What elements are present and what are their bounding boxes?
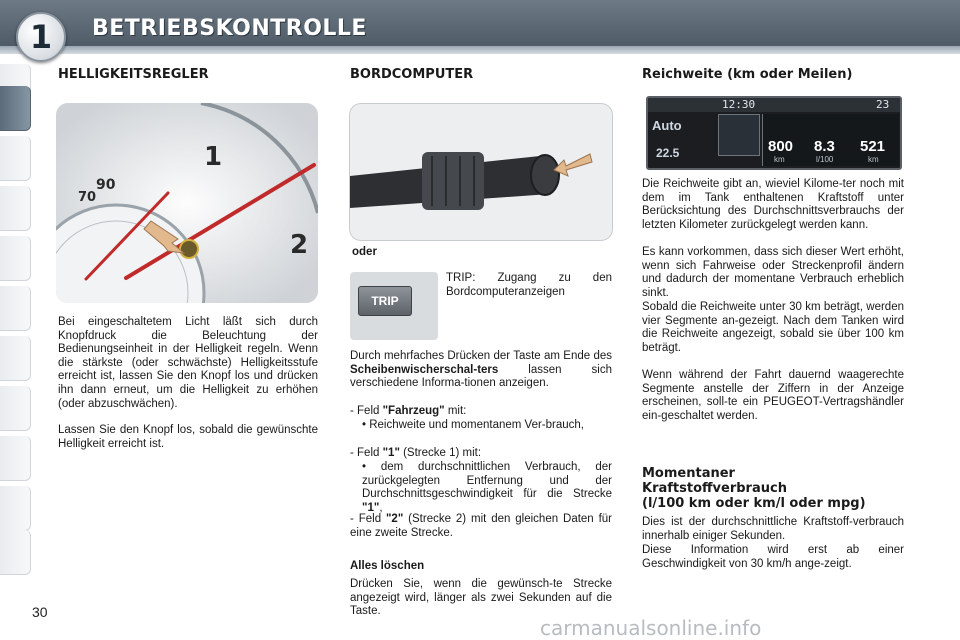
watermark: carmanualsonline.info (540, 616, 762, 640)
text-run-bold: Scheibenwischerschal-ters (350, 363, 499, 376)
trip-button[interactable]: TRIP (358, 286, 412, 316)
brightness-knob (180, 240, 198, 258)
heading-line: Kraftstoffverbrauch (642, 481, 787, 496)
text-run: (Strecke 1) mit: (399, 447, 482, 459)
gauge-illustration (56, 103, 318, 303)
display-range-unit: km (774, 155, 785, 164)
section-heading-momentaner-verbrauch (642, 466, 904, 511)
oder-label: oder (352, 246, 377, 258)
paragraph: Dies ist der durchschnittliche Kraftstoff-verbrauch innerhalb einiger Sekunden. (642, 516, 904, 542)
chapter-tab[interactable] (0, 386, 31, 431)
text-run-bold: "2" (385, 513, 404, 525)
gauge-label-2: 2 (290, 230, 309, 260)
trip-button-panel (350, 272, 438, 340)
header-stripe (0, 46, 960, 54)
chapter-tab[interactable] (0, 530, 31, 575)
display-outside-temp: 23 (876, 98, 890, 111)
section-heading-helligkeitsregler: HELLIGKEITSREGLER (58, 67, 209, 82)
display-inside-temp: 22.5 (656, 146, 680, 160)
display-consumption-value: 8.3 (814, 138, 835, 155)
text-run: - Feld (350, 405, 383, 417)
chapter-tab[interactable] (0, 136, 31, 181)
gauge-label-90: 90 (96, 177, 116, 193)
subheading-alles-loeschen: Alles löschen (350, 560, 425, 572)
dashboard-gauge-image (56, 103, 318, 303)
chapter-title: BETRIEBSKONTROLLE (92, 16, 367, 41)
section-heading-reichweite: Reichweite (km oder Meilen) (642, 67, 853, 82)
display-top-bar (648, 98, 900, 112)
sub-list-item: • Reichweite und momentanem Ver-brauch, (362, 419, 584, 431)
display-distance-unit: km (868, 155, 879, 164)
page-number: 30 (32, 604, 48, 620)
wiper-stalk-illustration (350, 104, 612, 240)
text-run: lassen sich verschiedene Informa-tionen anzeigen. (350, 363, 612, 390)
gauge-label-70: 70 (78, 190, 97, 205)
heading-line: (l/100 km oder km/l oder mpg) (642, 496, 866, 511)
text-run: - Feld (350, 447, 383, 459)
text-run: - Feld (350, 513, 386, 525)
chapter-tab[interactable] (0, 486, 31, 531)
text-run: (Strecke 2) mit den gleichen Daten für eine zweite Strecke. (350, 513, 613, 539)
paragraph: Die Reichweite gibt an, wieviel Kilome-ter noch mit dem im Tank enthaltenen Kraftstoff unter Berücksichtung des Durchschnittsverbrauchs der letzten Kilometer zurückgelegt werden kann. (642, 178, 904, 231)
sub-list-item (362, 461, 612, 515)
chapter-tab[interactable] (0, 236, 31, 281)
paragraph: Diese Information wird erst ab einer Geschwindigkeit von 30 km/h ange-zeigt. (642, 544, 904, 570)
paragraph: Bei eingeschaltetem Licht läßt sich durch Knopfdruck die Beleuchtung der Bedienungseinheit in der Helligkeit regeln. Wenn die stärkste (oder schwächste) Helligkeitsstufe erreicht ist, lassen Sie den Knopf los und drücken ihn dann erneut, um die Helligkeit zu erhöhen (oder abzuschwächen). (58, 316, 318, 410)
paragraph (350, 350, 612, 391)
trip-description: TRIP: Zugang zu den Bordcomputeranzeigen (446, 272, 612, 298)
text-run: mit: (444, 405, 467, 417)
text-run: , (379, 501, 383, 514)
text-run-bold: "1" (362, 501, 380, 514)
chapter-tabs (0, 64, 34, 574)
text-run: • dem durchschnittlichen Verbrauch, der zurückgelegten Entfernung und der Durchschnittsgeschwindigkeit für die Strecke (362, 461, 612, 501)
paragraph: Wenn während der Fahrt dauernd waagerechte Segmente anstelle der Ziffern in der Anzeige erscheinen, soll-te ein PEUGEOT-Vertragshändler ein-geschaltet werden. (642, 369, 904, 422)
text-run: Durch mehrfaches Drücken der Taste am Ende des (350, 350, 612, 362)
chapter-tab-active[interactable] (0, 86, 31, 131)
list-item (350, 447, 612, 461)
display-time: 12:30 (722, 98, 756, 111)
display-range-value: 800 (768, 138, 794, 155)
wiper-stalk-image (349, 103, 613, 241)
heading-line: Momentaner (642, 466, 735, 481)
chapter-number-badge: 1 (16, 12, 66, 62)
car-icon (718, 114, 760, 156)
chapter-tab[interactable] (0, 436, 31, 481)
list-item (350, 513, 612, 540)
chapter-tab[interactable] (0, 186, 31, 231)
paragraph: Lassen Sie den Knopf los, sobald die gewünschte Helligkeit erreicht ist. (58, 424, 318, 450)
gauge-label-1: 1 (204, 142, 223, 172)
chapter-tab[interactable] (0, 336, 31, 381)
text-run-bold: "1" (382, 447, 400, 459)
paragraph: Es kann vorkommen, dass sich dieser Wert erhöht, wenn sich Fahrweise oder Streckenprofil ändern und dadurch der momentane Verbrauch erheblich sinkt. (642, 246, 904, 299)
paragraph: Sobald die Reichweite unter 30 km beträgt, werden vier Segmente an-gezeigt. Nach dem Tanken wird die Reichweite angezeigt, sobald sie über 100 km beträgt. (642, 301, 904, 354)
chapter-tab[interactable] (0, 286, 31, 331)
list-item (350, 405, 612, 419)
display-consumption-unit: l/100 (816, 155, 834, 164)
display-distance-value: 521 (860, 138, 886, 155)
text-run-bold: "Fahrzeug" (382, 405, 445, 417)
section-heading-bordcomputer: BORDCOMPUTER (350, 67, 474, 82)
display-climate-auto: Auto (652, 118, 682, 133)
paragraph: Drücken Sie, wenn die gewünsch-te Strecke angezeigt wird, länger als zwei Sekunden auf die Taste. (350, 578, 612, 618)
multifunction-display (646, 96, 902, 170)
